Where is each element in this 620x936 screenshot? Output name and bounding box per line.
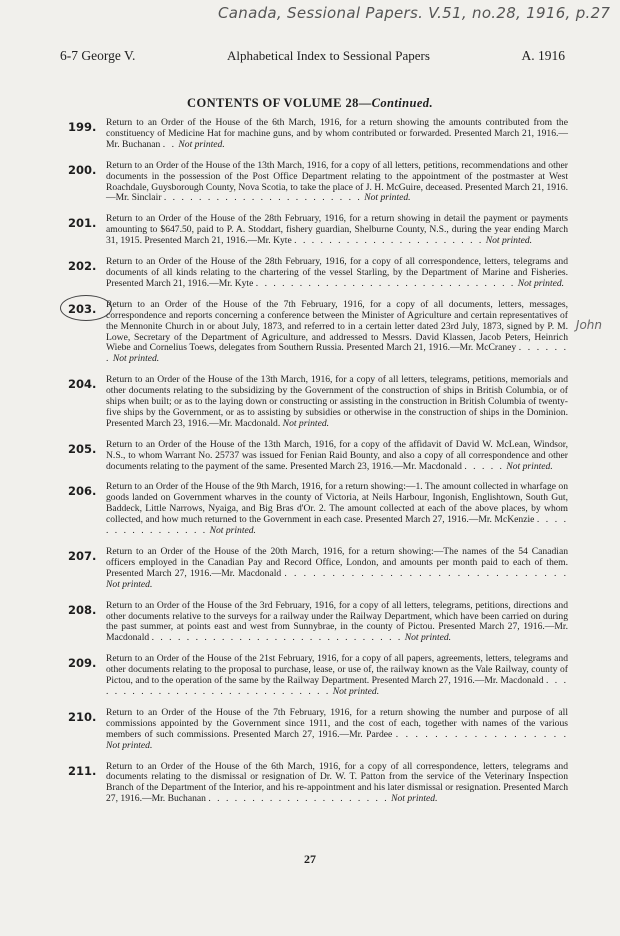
entry-199: 199. Return to an Order of the House of the 6th March, 1916, for a return showing the amounts contributed from the constituency of Medicine Hat for machine guns, and by whom contributed or forwarded. Presented March 21, 1916.—Mr. Buchanan . . Not printed.	[68, 117, 568, 150]
entry-status: Not printed.	[391, 793, 438, 805]
entry-status: Not printed.	[112, 353, 160, 365]
entry-text: Return to an Order of the House of the 13th March, 1916, for a copy of all letters, petitions, recommendations and other documents in the possession of the Post Office Department relating to the appointment of the postmaster at West Roachdale, Guysborough County, Nova Scotia, to take the place of J. H. McGuire, deceased. Presented March 21, 1916.—Mr. Sinclair	[106, 159, 568, 204]
entry-status: Not printed.	[485, 235, 533, 247]
entry-number: 199.	[68, 120, 97, 134]
entry-status: Not printed.	[332, 685, 380, 697]
entry-204	[68, 375, 568, 430]
margin-annotation: John	[575, 317, 602, 332]
header-title: Alphabetical Index to Sessional Papers	[226, 48, 430, 63]
entry-210: 210. Return to an Order of the House of the 7th February, 1916, for a return showing the number and purpose of all commissions appointed by the Government since 1911, and the cost of each, together with names of the various members of such commissions. Presented March 27, 1916.—Mr. Pardee . . . . . . . . . . . . . . . . . . Not printed.	[68, 706, 569, 751]
entry-number: 203.	[68, 301, 97, 316]
handwritten-catalog-note: Canada, Sessional Papers. V.51, no.28, 1916, p.27	[218, 4, 611, 22]
entry-text: Return to an Order of the House of the 9th March, 1916, for a return showing:—1. The amount collected in wharfage on goods landed on Government wharves in the county of Victoria, at Neils Harbour, Ingonish, Englishtown, South Gut, Baddeck, Little Narrows, Nyaiga, and Big Bras d'Or. 2. The amount collected at each of the above places, by whom collected, and how much returned to the Government in each case. Presented March 27, 1916.—Mr. McKenzie	[106, 481, 568, 526]
entry-202: 202. Return to an Order of the House of the 28th February, 1916, for a copy of all correspondence, letters, telegrams and documents of all kinds relating to the chartering of the vessel Starling, by the Department of Marine and Fisheries. Presented March 21, 1916.—Mr. Kyte . . . . . . . . . . . . . . . . . . . . . . . . . . . . . . Not printed.	[68, 256, 568, 289]
entry-text: Return to an Order of the House of the 6th March, 1916, for a copy of all correspondence, letters, telegrams and documents relating to the dismissal or resignation of Dr. W. T. Patton from the service of the Veterinary Inspection Branch of the Department of the Interior, and his re-appointment and his later dismissal or resignation. Presented March 27, 1916.—Mr. Buchanan	[106, 760, 568, 805]
entry-number: 200.	[68, 162, 97, 177]
entry-number: 205.	[68, 441, 97, 456]
entry-text: Return to an Order of the House of the 7th February, 1916, for a return showing the number and purpose of all commissions appointed by the Government since 1911, and the cost of each, together with names of the various members of such commissions. Presented March 27, 1916.—Mr. Pardee	[106, 706, 568, 740]
entry-status: Not printed.	[209, 525, 256, 537]
entry-211: 211. Return to an Order of the House of the 6th March, 1916, for a copy of all correspondence, letters, telegrams and documents relating to the dismissal or resignation of Dr. W. T. Patton from the service of the Veterinary Inspection Branch of the Department of the Interior, and his re-appointment and his later dismissal or resignation. Presented March 27, 1916.—Mr. Buchanan . . . . . . . . . . . . . . . . . . . . . Not printed.	[68, 760, 568, 805]
entry-206: 206. Return to an Order of the House of the 9th March, 1916, for a return showing:—1. The amount collected in wharfage on goods landed on Government wharves in the county of Victoria, at Neils Harbour, Ingonish, Englishtown, South Gut, Baddeck, Little Narrows, Nyaiga, and Big Bras d'Or. 2. The amount collected at each of the above places, by whom collected, and how much returned to the Government in each case. Presented March 27, 1916.—Mr. McKenzie . . . . . . . . . . . . . . . . Not printed.	[68, 481, 568, 537]
entry-text: Return to an Order of the House of the 3rd February, 1916, for a copy of all letters, telegrams, petitions, directions and other documents relative to the surveys for a railway under the Railway Department, which have been carried on during the past summer, at points east and west from Sunnybrae, in the county of Pictou. Presented March 27, 1916.—Mr. Macdonald	[106, 599, 568, 644]
entry-number: 202.	[68, 259, 97, 274]
entry-text: Return to an Order of the House of the 28th February, 1916, for a return showing in detail the payment or payments amounting to $647.50, paid to P. A. Stoddart, fishery guardian, Shelburne County, N.S., during the year ending March 31, 1915. Presented March 21, 1916.—Mr. Kyte	[106, 213, 568, 247]
entry-text: Return to an Order of the House of the 7th February, 1916, for a copy of all documents, letters, messages, correspondence and reports concerning a conference between the Minister of Agriculture and certain representatives of the Mennonite Church in or about July, 1873, and referred to in a certain letter dated 23rd July, 1873, signed by P. M. Lowe, Secretary of the Department of Agriculture, and addressed to Messrs. David Klassen, Jacob Peters, Heinrich Wiebe and Cornelius Toews, delegates from Southern Russia. Presented March 21, 1916.—Mr. McCraney	[106, 298, 568, 354]
entry-text: Return to an Order of the House of the 28th February, 1916, for a copy of all correspondence, letters, telegrams and documents of all kinds relating to the chartering of the vessel Starling, by the Department of Marine and Fisheries. Presented March 21, 1916.—Mr. Kyte	[106, 256, 568, 289]
entry-status: Not printed.	[506, 460, 553, 472]
header-reign: 6-7 George V.	[60, 48, 136, 63]
entry-status: Not printed.	[282, 417, 330, 429]
entry-text: Return to an Order of the House of the 21st February, 1916, for a copy of all papers, agreements, letters, telegrams and other documents relating to the proposal to purchase, lease, or use of, the railway known as the Vale Railway, county of Pictou, and to the operation of the same by the Railway Department. Presented March 27, 1916.—Mr. Macdonald	[106, 653, 568, 687]
entry-status: Not printed.	[404, 632, 452, 644]
entry-number: 206.	[68, 484, 97, 499]
entry-text: Return to an Order of the House of the 13th March, 1916, for a copy of all letters, telegrams, petitions, memorials and other documents relating to the subsidizing by the Government of the construction of ships in British Columbia, or of ships when built; or as to the laying down or constructing or assisting in the construction in British Columbia of twenty-five ships by the Government, or as to assisting by subsidies or otherwise in the construction of ships in the Dominion. Presented March 23, 1916.—Mr. Macdonald.	[106, 374, 568, 429]
entry-205: 205. Return to an Order of the House of the 13th March, 1916, for a copy of the affidavit of David W. McLean, Windsor, N.S., to whom Warrant No. 25737 was issued for Fenian Raid Bounty, and also a copy of all correspondence and other documents relating to the payment of the same. Presented March 23, 1916.—Mr. Macdonald . . . . . Not printed.	[68, 438, 568, 472]
header-year: A. 1916	[521, 48, 565, 63]
entry-number: 208.	[68, 602, 97, 617]
entry-200: 200. Return to an Order of the House of the 13th March, 1916, for a copy of all letters, petitions, recommendations and other documents in the possession of the Post Office Department relating to the appointment of the postmaster at West Roachdale, Guysborough County, Nova Scotia, to take the place of J. H. McGuire, deceased. Presented March 21, 1916.—Mr. Sinclair . . . . . . . . . . . . . . . . . . . . . . . Not printed.	[68, 159, 568, 204]
page-header	[60, 48, 565, 64]
entry-203: John 203. Return to an Order of the House of the 7th February, 1916, for a copy of all documents, letters, messages, correspondence and reports concerning a conference between the Minister of Agriculture and certain representatives of the Mennonite Church in or about July, 1873, and referred to in a certain letter dated 23rd July, 1873, signed by P. M. Lowe, Secretary of the Department of Agriculture, and addressed to Messrs. David Klassen, Jacob Peters, Heinrich Wiebe and Cornelius Toews, delegates from Southern Russia. Presented March 21, 1916.—Mr. McCraney . . . . . . . Not printed.	[68, 300, 568, 365]
entry-number: 210.	[68, 709, 97, 724]
entries-list	[68, 117, 602, 815]
entry-status: Not printed.	[178, 138, 225, 150]
entry-status: Not printed.	[106, 739, 153, 751]
entry-207: 207. Return to an Order of the House of the 20th March, 1916, for a return showing:—The names of the 54 Canadian officers employed in the Canadian Pay and Record Office, London, and amounts per month paid to each of them. Presented March 27, 1916.—Mr. Macdonald . . . . . . . . . . . . . . . . . . . . . . . . . . . . . . Not printed.	[68, 546, 568, 590]
entry-status: Not printed.	[364, 192, 411, 204]
entry-status: Not printed.	[517, 277, 565, 289]
entry-number: 211.	[68, 763, 97, 778]
volume-title-main: CONTENTS OF VOLUME 28—	[187, 96, 372, 110]
entry-201: 201. Return to an Order of the House of the 28th February, 1916, for a return showing in detail the payment or payments amounting to $647.50, paid to P. A. Stoddart, fishery guardian, Shelburne County, N.S., during the year ending March 31, 1915. Presented March 21, 1916.—Mr. Kyte . . . . . . . . . . . . . . . . . . . . . . Not printed.	[68, 213, 568, 247]
page-number: 27	[304, 852, 316, 866]
volume-title-continued: Continued.	[371, 96, 433, 110]
entry-status: Not printed.	[106, 578, 153, 590]
entry-208: 208. Return to an Order of the House of the 3rd February, 1916, for a copy of all letters, telegrams, petitions, directions and other documents relative to the surveys for a railway under the Railway Department, which have been carried on during the past summer, at points east and west from Sunnybrae, in the county of Pictou. Presented March 27, 1916.—Mr. Macdonald . . . . . . . . . . . . . . . . . . . . . . . . . . . . . Not printed.	[68, 599, 568, 644]
entry-text: Return to an Order of the House of the 6th March, 1916, for a return showing the amounts contributed from the constituency of Medicine Hat for machine guns, and by whom contributed or forwarded. Presented March 21, 1916.—Mr. Buchanan	[106, 117, 568, 150]
entry-number: 201.	[68, 216, 97, 231]
entry-209: 209. Return to an Order of the House of the 21st February, 1916, for a copy of all papers, agreements, letters, telegrams and other documents relating to the proposal to purchase, lease, or use of, the railway known as the Vale Railway, county of Pictou, and to the operation of the same by the Railway Department. Presented March 27, 1916.—Mr. Macdonald . . . . . . . . . . . . . . . . . . . . . . . . . . . . . Not printed.	[68, 653, 568, 697]
volume-title	[0, 96, 620, 111]
entry-number: 204.	[68, 377, 97, 392]
entry-number: 207.	[68, 549, 97, 563]
entry-text: Return to an Order of the House of the 20th March, 1916, for a return showing:—The names of the 54 Canadian officers employed in the Canadian Pay and Record Office, London, and amounts per month paid to each of them. Presented March 27, 1916.—Mr. Macdonald	[106, 546, 568, 579]
entry-number: 209.	[68, 656, 97, 671]
entry-text: Return to an Order of the House of the 13th March, 1916, for a copy of the affidavit of David W. McLean, Windsor, N.S., to whom Warrant No. 25737 was issued for Fenian Raid Bounty, and also a copy of all correspondence and other documents relating to the payment of the same. Presented March 23, 1916.—Mr. Macdonald	[106, 438, 568, 472]
